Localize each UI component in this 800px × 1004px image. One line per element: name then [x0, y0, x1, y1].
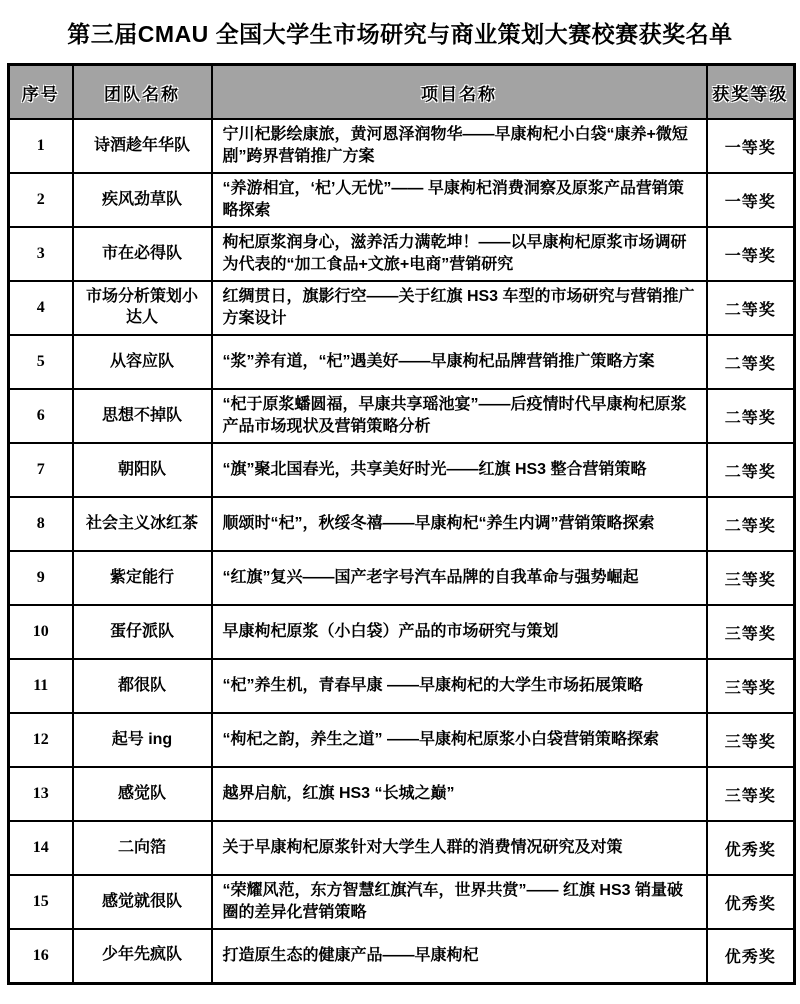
project-cell: “荣耀风范，东方智慧红旗汽车，世界共赏”—— 红旗 HS3 销量破圈的差异化营销策略 — [212, 875, 707, 929]
table-row — [9, 605, 795, 659]
table-row — [9, 929, 795, 983]
seq-cell: 4 — [9, 281, 73, 335]
table-header-row — [9, 65, 795, 120]
table-row — [9, 659, 795, 713]
team-cell: 思想不掉队 — [73, 389, 212, 443]
seq-cell: 9 — [9, 551, 73, 605]
team-cell: 紫定能行 — [73, 551, 212, 605]
seq-cell: 11 — [9, 659, 73, 713]
seq-cell: 14 — [9, 821, 73, 875]
page-title: 第三届CMAU 全国大学生市场研究与商业策划大赛校赛获奖名单 — [67, 21, 733, 47]
table-row — [9, 497, 795, 551]
table-row — [9, 443, 795, 497]
seq-cell: 6 — [9, 389, 73, 443]
table-row — [9, 713, 795, 767]
table-body — [9, 119, 795, 983]
award-cell: 优秀奖 — [707, 929, 795, 983]
team-cell: 都很队 — [73, 659, 212, 713]
team-cell: 感觉就很队 — [73, 875, 212, 929]
award-cell: 三等奖 — [707, 605, 795, 659]
table-row — [9, 551, 795, 605]
team-cell: 疾风劲草队 — [73, 173, 212, 227]
header-project: 项目名称 — [212, 65, 707, 120]
award-cell: 二等奖 — [707, 281, 795, 335]
team-cell: 起号 ing — [73, 713, 212, 767]
award-cell: 优秀奖 — [707, 875, 795, 929]
award-table — [7, 63, 796, 985]
table-row — [9, 875, 795, 929]
team-cell: 二向箔 — [73, 821, 212, 875]
team-cell: 朝阳队 — [73, 443, 212, 497]
team-cell: 诗酒趁年华队 — [73, 119, 212, 173]
team-cell: 社会主义冰红茶 — [73, 497, 212, 551]
award-cell: 二等奖 — [707, 497, 795, 551]
project-cell: 打造原生态的健康产品——早康枸杞 — [212, 929, 707, 983]
table-row — [9, 281, 795, 335]
award-cell: 二等奖 — [707, 335, 795, 389]
project-cell: 枸杞原浆润身心，滋养活力满乾坤！——以早康枸杞原浆市场调研为代表的“加工食品+文旅+电商”营销研究 — [212, 227, 707, 281]
project-cell: “杞”养生机，青春早康 ——早康枸杞的大学生市场拓展策略 — [212, 659, 707, 713]
project-cell: 早康枸杞原浆（小白袋）产品的市场研究与策划 — [212, 605, 707, 659]
table-row — [9, 821, 795, 875]
project-cell: “红旗”复兴——国产老字号汽车品牌的自我革命与强势崛起 — [212, 551, 707, 605]
seq-cell: 13 — [9, 767, 73, 821]
award-cell: 三等奖 — [707, 551, 795, 605]
seq-cell: 16 — [9, 929, 73, 983]
project-cell: “枸杞之韵，养生之道” ——早康枸杞原浆小白袋营销策略探索 — [212, 713, 707, 767]
team-cell: 市场分析策划小达人 — [73, 281, 212, 335]
team-cell: 市在必得队 — [73, 227, 212, 281]
seq-cell: 15 — [9, 875, 73, 929]
header-award: 获奖等级 — [707, 65, 795, 120]
project-cell: 宁川杞影绘康旅，黄河恩泽润物华——早康枸杞小白袋“康养+微短剧”跨界营销推广方案 — [212, 119, 707, 173]
seq-cell: 2 — [9, 173, 73, 227]
project-cell: 越界启航，红旗 HS3 “长城之巅” — [212, 767, 707, 821]
header-seq: 序号 — [9, 65, 73, 120]
award-cell: 三等奖 — [707, 659, 795, 713]
award-cell: 一等奖 — [707, 227, 795, 281]
seq-cell: 5 — [9, 335, 73, 389]
project-cell: “旗”聚北国春光，共享美好时光——红旗 HS3 整合营销策略 — [212, 443, 707, 497]
award-cell: 一等奖 — [707, 119, 795, 173]
award-cell: 三等奖 — [707, 713, 795, 767]
header-team: 团队名称 — [73, 65, 212, 120]
table-row — [9, 767, 795, 821]
project-cell: 关于早康枸杞原浆针对大学生人群的消费情况研究及对策 — [212, 821, 707, 875]
table-row — [9, 227, 795, 281]
project-cell: “杞于原浆蟠圆福，早康共享瑶池宴”——后疫情时代早康枸杞原浆产品市场现状及营销策略分析 — [212, 389, 707, 443]
seq-cell: 8 — [9, 497, 73, 551]
award-cell: 三等奖 — [707, 767, 795, 821]
team-cell: 从容应队 — [73, 335, 212, 389]
seq-cell: 10 — [9, 605, 73, 659]
award-cell: 二等奖 — [707, 443, 795, 497]
project-cell: “养游相宜，‘杞’人无忧”—— 早康枸杞消费洞察及原浆产品营销策略探索 — [212, 173, 707, 227]
project-cell: “浆”养有道，“杞”遇美好——早康枸杞品牌营销推广策略方案 — [212, 335, 707, 389]
award-cell: 优秀奖 — [707, 821, 795, 875]
team-cell: 感觉队 — [73, 767, 212, 821]
seq-cell: 12 — [9, 713, 73, 767]
table-row — [9, 335, 795, 389]
project-cell: 顺颂时“杞”，秋绥冬禧——早康枸杞“养生内调”营销策略探索 — [212, 497, 707, 551]
table-row — [9, 119, 795, 173]
seq-cell: 1 — [9, 119, 73, 173]
project-cell: 红绸贯日，旗影行空——关于红旗 HS3 车型的市场研究与营销推广方案设计 — [212, 281, 707, 335]
award-cell: 二等奖 — [707, 389, 795, 443]
seq-cell: 7 — [9, 443, 73, 497]
team-cell: 少年先疯队 — [73, 929, 212, 983]
seq-cell: 3 — [9, 227, 73, 281]
table-row — [9, 389, 795, 443]
team-cell: 蛋仔派队 — [73, 605, 212, 659]
award-cell: 一等奖 — [707, 173, 795, 227]
table-row — [9, 173, 795, 227]
